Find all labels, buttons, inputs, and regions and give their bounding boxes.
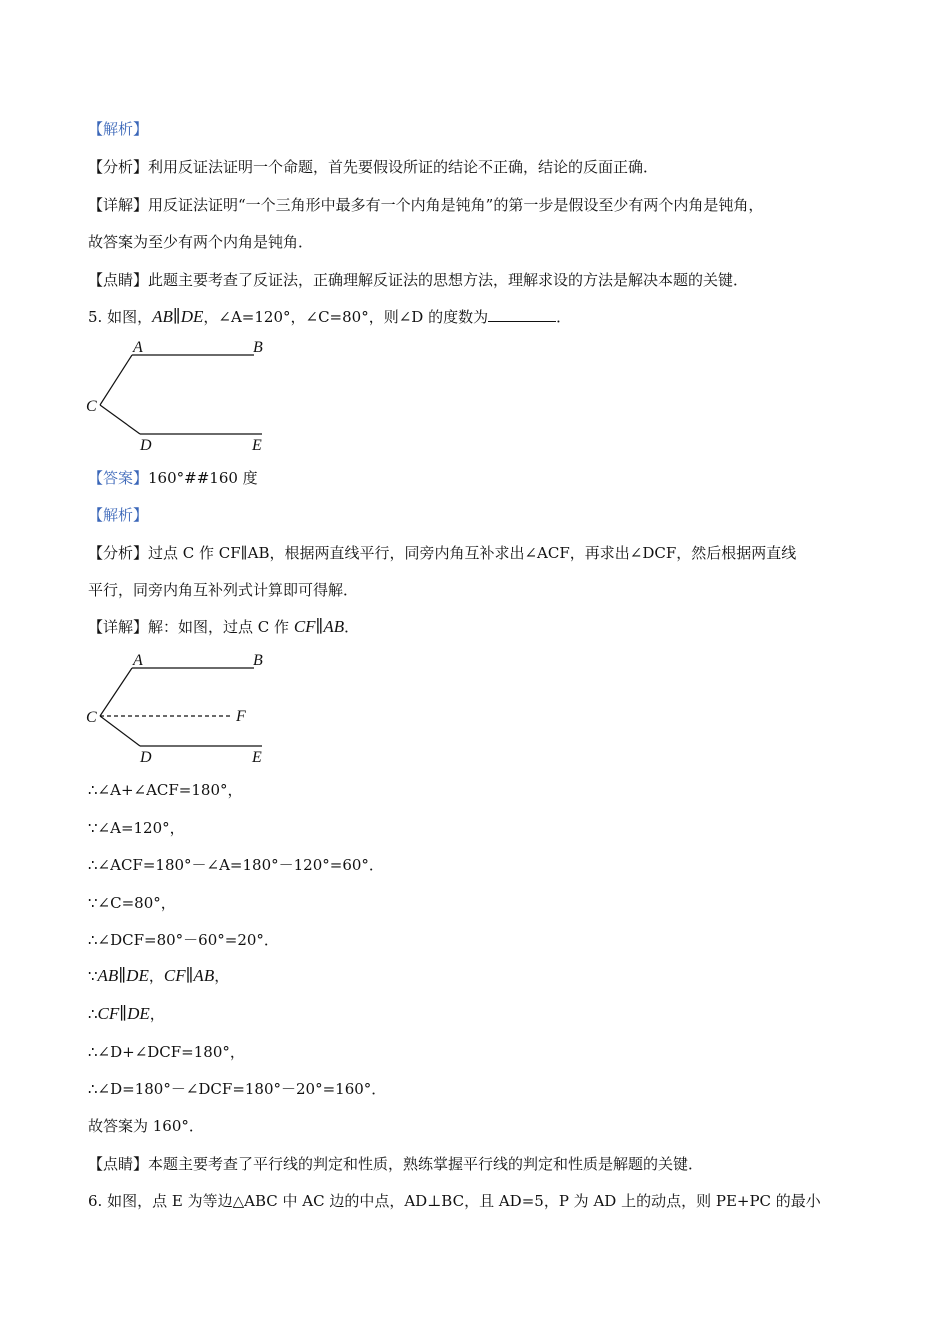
question-5: 5. 如图，AB∥DE，∠A=120°，∠C=80°，则∠D 的度数为 ． bbox=[88, 307, 572, 326]
label-d: D bbox=[140, 437, 152, 454]
figure-2 bbox=[82, 650, 282, 768]
q5-analysis-line-1: 【分析】过点 C 作 CF∥AB，根据两直线平行，同旁内角互补求出∠ACF，再求出∠DCF，然后根据两直线 bbox=[88, 544, 797, 562]
question-number: 6. bbox=[88, 1192, 103, 1210]
detail-paragraph-line-2: 故答案为至少有两个内角是钝角． bbox=[88, 233, 314, 251]
step-9: ∴∠D=180°－∠DCF=180°－20°=160°． bbox=[88, 1080, 387, 1098]
label-a: A bbox=[133, 339, 143, 356]
conclusion: 故答案为 160°． bbox=[88, 1117, 204, 1135]
analysis-paragraph: 【分析】利用反证法证明一个命题，首先要假设所证的结论不正确，结论的反面正确． bbox=[88, 158, 659, 176]
segment-ac bbox=[100, 668, 132, 716]
question-6: 6. 如图，点 E 为等边△ABC 中 AC 边的中点，AD⊥BC，且 AD=5，P 为 AD 上的动点，则 PE+PC 的最小 bbox=[88, 1192, 821, 1210]
detail-paragraph-line-1: 【详解】用反证法证明“一个三角形中最多有一个内角是钝角”的第一步是假设至少有两个内角是钝角， bbox=[88, 196, 764, 214]
analysis-heading: 【解析】 bbox=[88, 120, 149, 138]
comment-paragraph: 【点睛】此题主要考查了反证法，正确理解反证法的思想方法，理解求设的方法是解决本题的关键． bbox=[88, 271, 749, 289]
answer-line: 【答案】160°##160 度 bbox=[88, 469, 258, 487]
step-7: ∴CF∥DE， bbox=[88, 1004, 165, 1023]
step-3: ∴∠ACF=180°－∠A=180°－120°=60°． bbox=[88, 856, 384, 874]
step-6: ∵AB∥DE，CF∥AB， bbox=[88, 966, 230, 985]
label-d: D bbox=[140, 749, 152, 766]
segment-cd bbox=[100, 716, 140, 746]
q5-analysis-line-2: 平行，同旁内角互补列式计算即可得解． bbox=[88, 581, 359, 599]
q5-detail-line: 【详解】解：如图，过点 C 作 CF∥AB． bbox=[88, 617, 360, 636]
figure-1 bbox=[82, 336, 282, 456]
step-5: ∴∠DCF=80°－60°=20°． bbox=[88, 931, 279, 949]
label-a: A bbox=[133, 652, 143, 669]
label-b: B bbox=[253, 339, 263, 356]
step-2: ∵∠A=120°， bbox=[88, 819, 185, 837]
parallel-relation: AB∥DE bbox=[152, 307, 204, 326]
analysis-heading-2: 【解析】 bbox=[88, 506, 149, 524]
q5-comment: 【点睛】本题主要考查了平行线的判定和性质，熟练掌握平行线的判定和性质是解题的关键． bbox=[88, 1155, 704, 1173]
label-c: C bbox=[86, 398, 97, 415]
label-e: E bbox=[252, 437, 262, 454]
answer-blank bbox=[488, 307, 556, 322]
question-number: 5. bbox=[88, 308, 103, 326]
step-8: ∴∠D+∠DCF=180°， bbox=[88, 1043, 245, 1061]
step-4: ∵∠C=80°， bbox=[88, 894, 176, 912]
label-b: B bbox=[253, 652, 263, 669]
segment-cd bbox=[100, 405, 140, 434]
label-e: E bbox=[252, 749, 262, 766]
label-f: F bbox=[236, 708, 246, 725]
label-c: C bbox=[86, 709, 97, 726]
segment-ac bbox=[100, 355, 132, 405]
step-1: ∴∠A+∠ACF=180°， bbox=[88, 781, 243, 799]
